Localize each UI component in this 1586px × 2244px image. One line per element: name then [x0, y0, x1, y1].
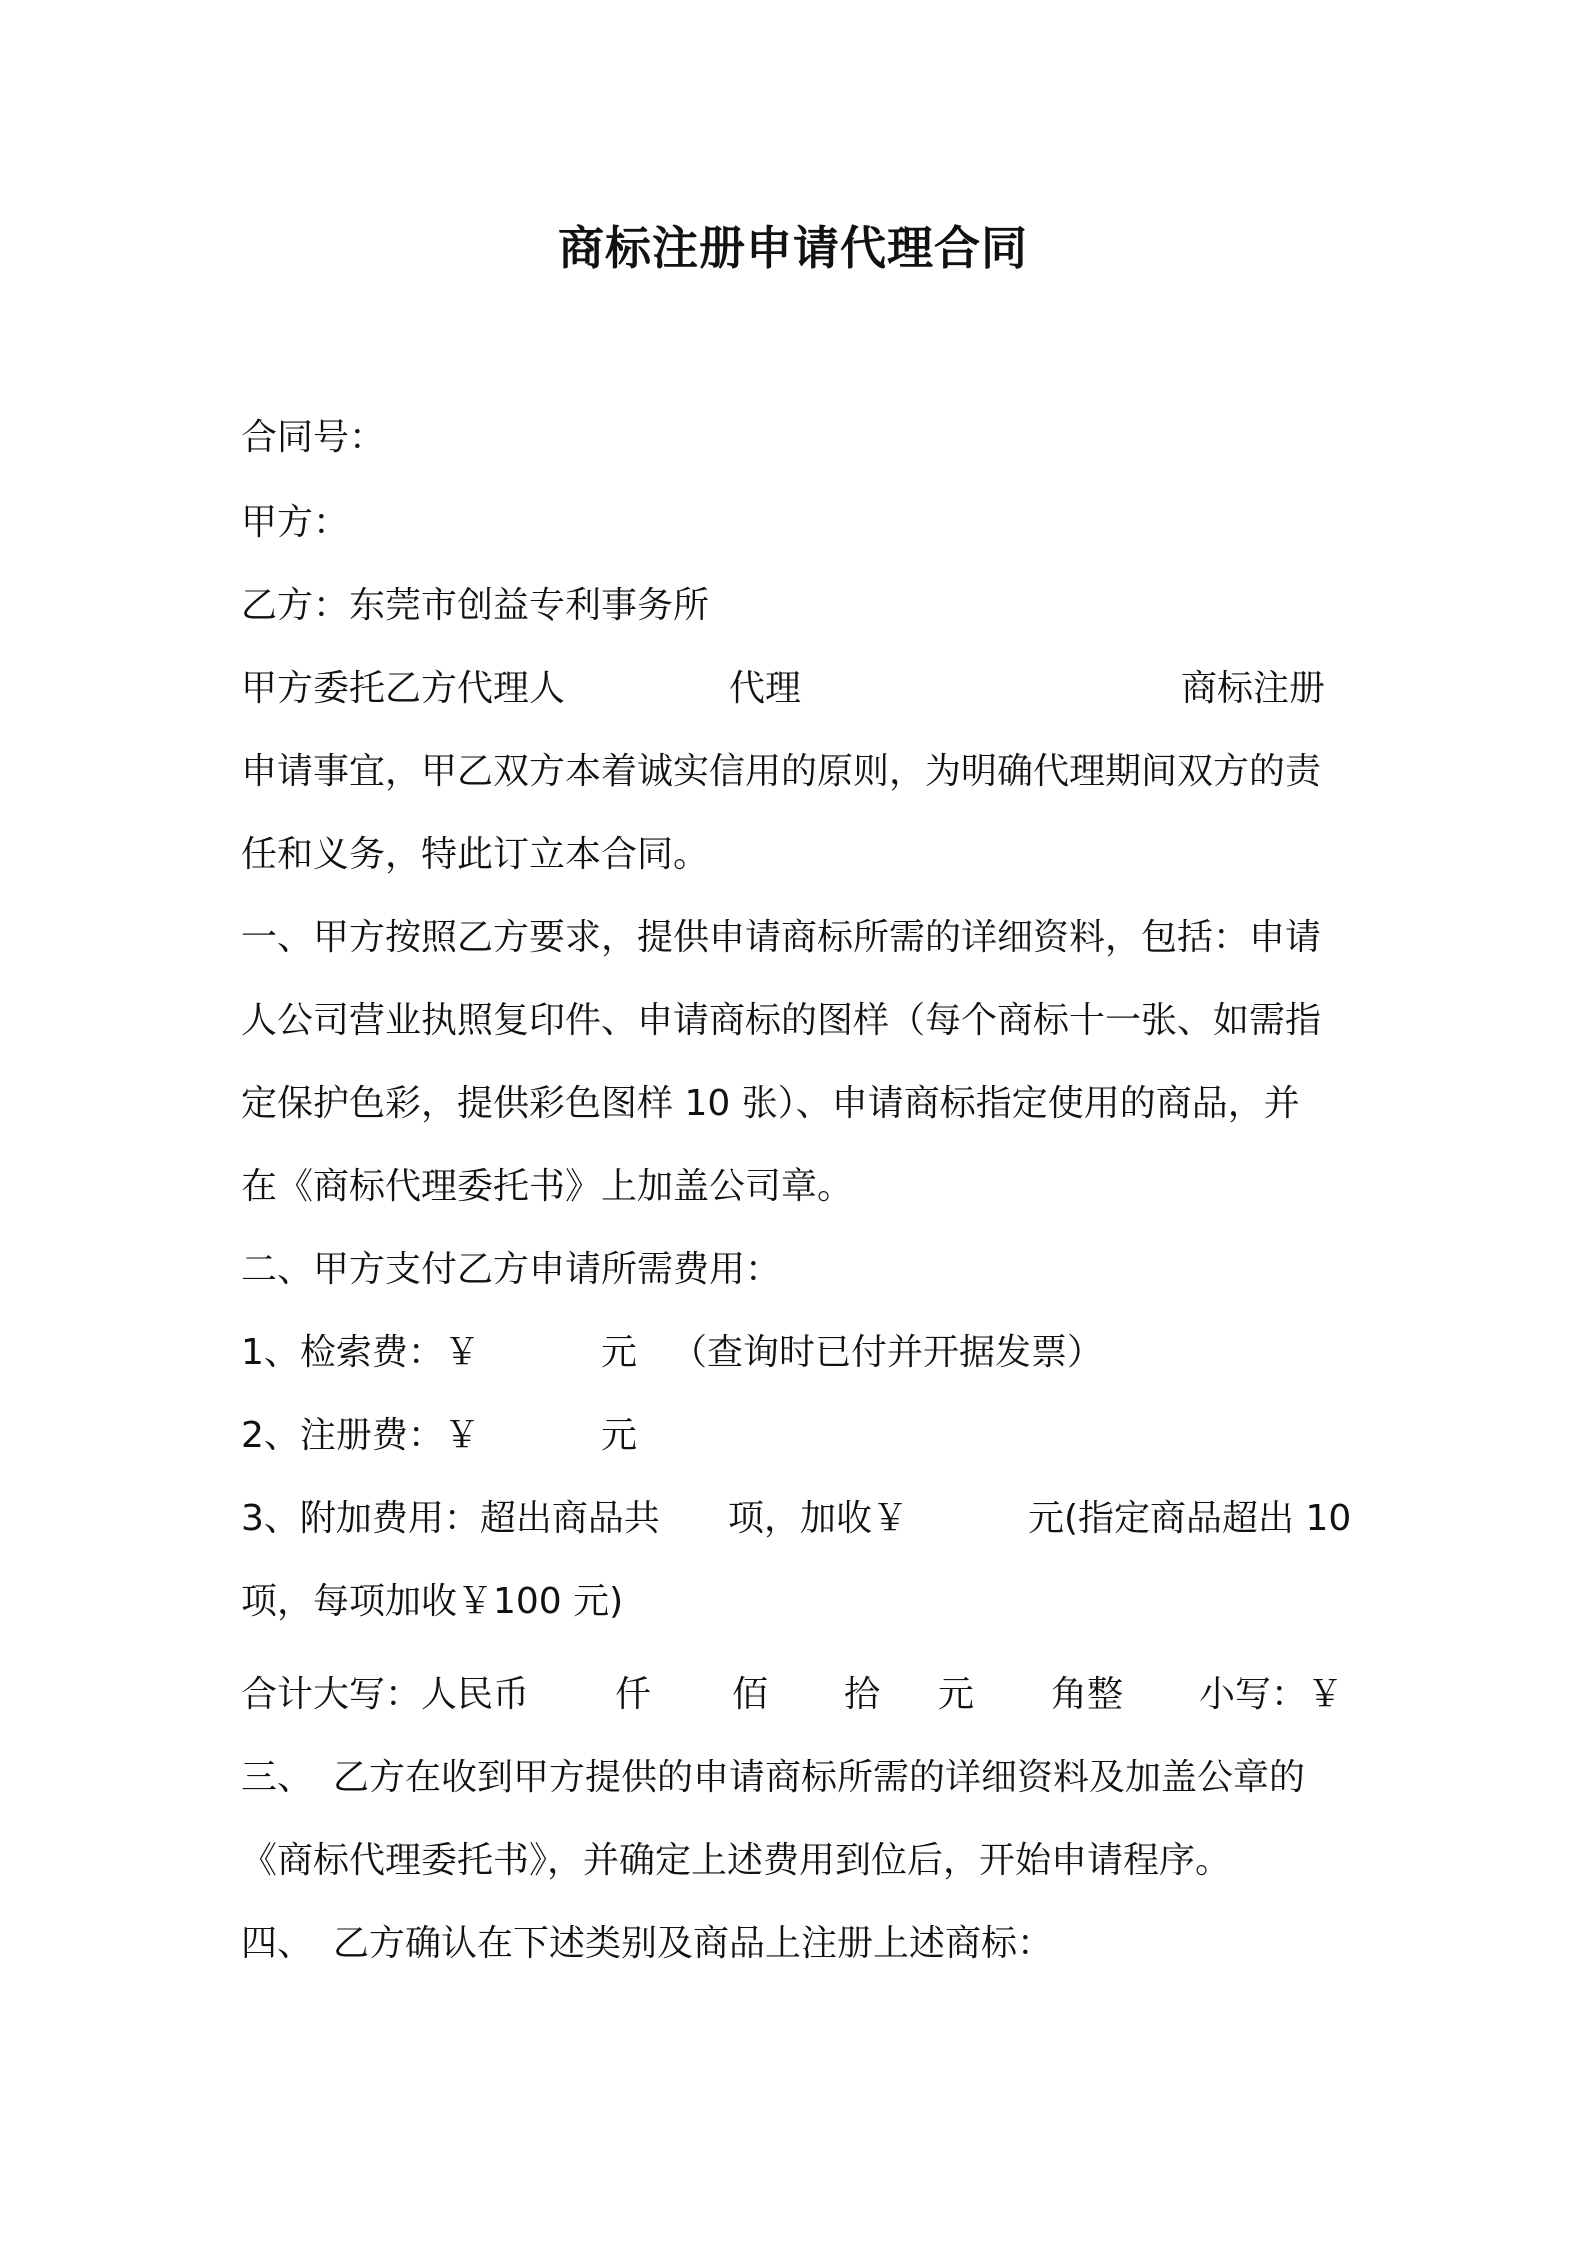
total-shi: 拾	[844, 1674, 881, 1715]
intro-line-1: 申请事宜，甲乙双方本着诚实信用的原则，为明确代理期间双方的责	[241, 751, 1322, 792]
document-title: 商标注册申请代理合同	[558, 221, 1028, 275]
clause-2-heading: 二、甲方支付乙方申请所需费用：	[241, 1249, 782, 1290]
clause-3-line-2: 《商标代理委托书》，并确定上述费用到位后，开始申请程序。	[241, 1840, 1232, 1881]
intro-line-2: 任和义务，特此订立本合同。	[241, 834, 710, 875]
party-a-label: 甲方：	[241, 502, 350, 543]
fee-3-mid: 项，加收￥	[728, 1498, 909, 1539]
total-bai: 佰	[732, 1674, 769, 1715]
fee-1-note: （查询时已付并开据发票）	[671, 1332, 1104, 1373]
contract-number-label: 合同号：	[241, 417, 386, 458]
entrust-text-part2: 代理	[729, 668, 802, 709]
fee-1-label: 1、检索费：￥	[241, 1332, 480, 1373]
total-small: 小写：￥	[1199, 1674, 1344, 1715]
fee-2-label: 2、注册费：￥	[241, 1415, 480, 1456]
fee-3-label: 3、附加费用：超出商品共	[241, 1498, 660, 1539]
total-label: 合计大写：人民币	[241, 1674, 530, 1715]
clause-1-line-2: 人公司营业执照复印件、申请商标的图样（每个商标十一张、如需指	[241, 1000, 1322, 1041]
clause-1-line-1: 一、甲方按照乙方要求，提供申请商标所需的详细资料，包括：申请	[241, 917, 1322, 958]
clause-1-line-4: 在《商标代理委托书》上加盖公司章。	[241, 1166, 854, 1207]
clause-1-line-3: 定保护色彩，提供彩色图样 10 张）、申请商标指定使用的商品，并	[241, 1083, 1300, 1124]
total-jiao: 角整	[1051, 1674, 1124, 1715]
party-b-line: 乙方：东莞市创益专利事务所	[241, 585, 710, 626]
clause-4-number: 四、	[241, 1923, 314, 1964]
total-yuan: 元	[938, 1674, 975, 1715]
entrust-text-part3: 商标注册	[1181, 668, 1326, 709]
fee-1-unit: 元	[601, 1332, 638, 1373]
fee-3-line-2: 项，每项加收￥100 元)	[241, 1581, 624, 1622]
fee-3-tail: 元(指定商品超出 10	[1028, 1498, 1352, 1539]
entrust-text-part1: 甲方委托乙方代理人	[241, 668, 566, 709]
clause-3-text: 乙方在收到甲方提供的申请商标所需的详细资料及加盖公章的	[333, 1757, 1306, 1798]
clause-4-text: 乙方确认在下述类别及商品上注册上述商标：	[333, 1923, 1054, 1964]
total-qian: 仟	[615, 1674, 652, 1715]
fee-2-unit: 元	[601, 1415, 638, 1456]
clause-3-number: 三、	[241, 1757, 314, 1798]
